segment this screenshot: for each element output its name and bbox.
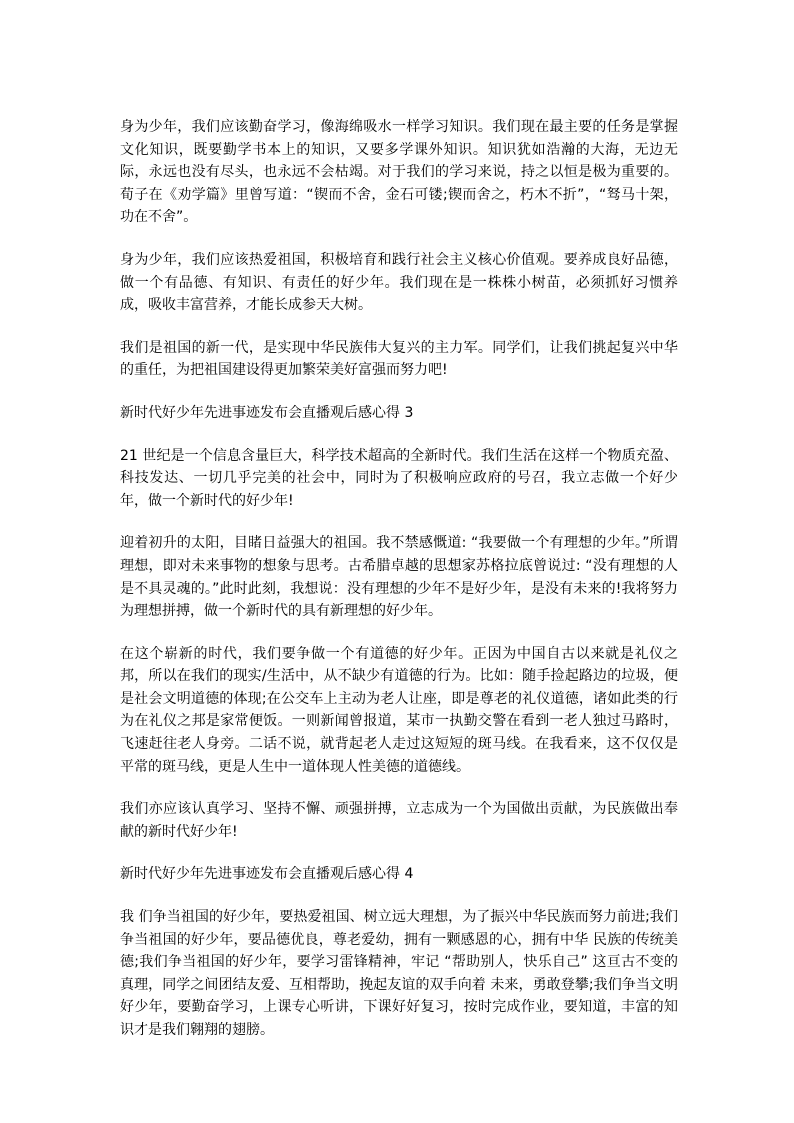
section-heading-4: 新时代好少年先进事迹发布会直播观后感心得 4 [120,866,414,883]
paragraph-good-youth: 我 们争当祖国的好少年，要热爱祖国、树立远大理想，为了振兴中华民族而努力前进;我们争当祖国的好少年，要品德优良，尊老爱幼，拥有一颗感恩的心，拥有中华 民族的传统美德;我们争当祖国的好少年，要学习雷锋精神，牢记 “帮助别人，快乐自己” 这亘古不变的真理，同学之间团结友爱、互相帮助，挽起友谊的双手向着 未来，勇敢登攀;我们争当文明好少年，要勤奋学习，上课专心听讲，下课好好复习，按时完成作业，要知道，丰富的知识才是我们翱翔的翅膀。 [120,909,678,1038]
document-page [120,116,678,1062]
paragraph-study: 身为少年，我们应该勤奋学习，像海绵吸水一样学习知识。我们现在最主要的任务是掌握文化知识，既要勤学书本上的知识，又要多学课外知识。知识犹如浩瀚的大海，无边无际，永远也没有尽头，也永远不会枯竭。对于我们的学习来说，持之以恒是极为重要的。荀子在《劝学篇》里曾写道：“锲而不舍，金石可镂;锲而舍之，朽木不折”，“驽马十架，功在不舍”。 [120,119,678,226]
paragraph-21st-century: 21 世纪是一个信息含量巨大，科学技术超高的全新时代。我们生活在这样一个物质充盈、科技发达、一切几乎完美的社会中，同时为了积极响应政府的号召，我立志做一个好少年，做一个新时代的好少年! [120,447,678,509]
section-heading-3: 新时代好少年先进事迹发布会直播观后感心得 3 [120,404,414,421]
paragraph-morality: 在这个崭新的时代，我们要争做一个有道德的好少年。正因为中国自古以来就是礼仪之邦，所以在我们的现实/生活中，从不缺少有道德的行为。比如：随手捡起路边的垃圾，便是社会文明道德的体现;在公交车上主动为老人让座，即是尊老的礼仪道德，诸如此类的行为在礼仪之邦是家常便饭。一则新闻曾报道，某市一执勤交警在看到一老人独过马路时，飞速赶往老人身旁。二话不说，就背起老人走过这短短的斑马线。在我看来，这不仅仅是平常的斑马线，更是人生中一道体现人性美德的道德线。 [120,645,678,775]
paragraph-new-generation: 我们是祖国的新一代，是实现中华民族伟大复兴的主力军。同学们，让我们挑起复兴中华的重任，为把祖国建设得更加繁荣美好富强而努力吧! [120,339,678,379]
paragraph-contribution: 我们亦应该认真学习、坚持不懈、顽强拼搏，立志成为一个为国做出贡献，为民族做出奉献的新时代好少年! [120,801,678,840]
paragraph-ideals: 迎着初升的太阳，目睹日益强大的祖国。我不禁感慨道: “我要做一个有理想的少年。”所谓理想，即对未来事物的想象与思考。古希腊卓越的思想家苏格拉底曾说过: “没有理想的人是不具灵魂的。”此时此刻，我想说：没有理想的少年不是好少年，是没有未来的!我将努力为理想拼搏，做一个新时代的具有新理想的好少年。 [120,535,678,620]
paragraph-patriotism: 身为少年，我们应该热爱祖国，积极培育和践行社会主义核心价值观。要养成良好品德，做一个有品德、有知识、有责任的好少年。我们现在是一株株小树苗，必须抓好习惯养成，吸收丰富营养，才能长成参天大树。 [120,251,678,314]
